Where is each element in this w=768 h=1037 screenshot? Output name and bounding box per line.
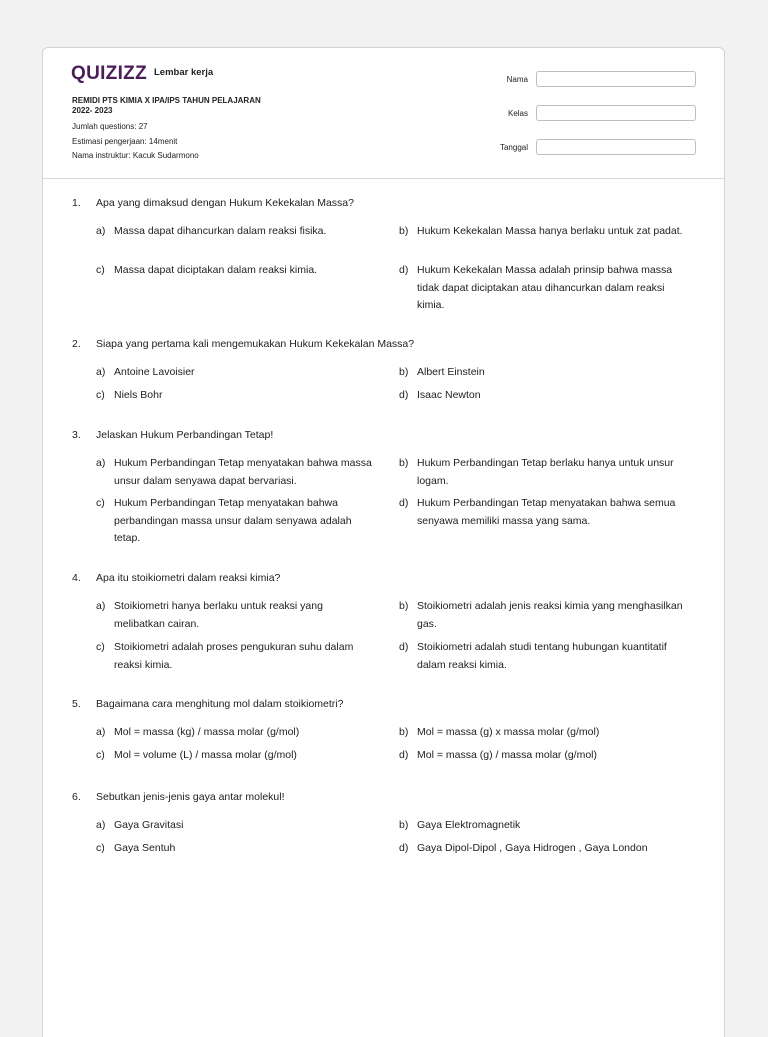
option-letter: c) bbox=[96, 497, 105, 509]
option-c bbox=[96, 387, 376, 405]
option-a bbox=[96, 455, 376, 490]
worksheet-header bbox=[43, 48, 724, 179]
option-letter: d) bbox=[399, 264, 409, 276]
name-field[interactable] bbox=[536, 71, 696, 87]
date-label: Tanggal bbox=[499, 143, 528, 152]
option-b bbox=[399, 455, 691, 490]
option-text: Stoikiometri hanya berlaku untuk reaksi yang melibatkan cairan. bbox=[114, 600, 323, 630]
option-d bbox=[399, 639, 691, 674]
option-letter: a) bbox=[96, 600, 106, 612]
option-letter: a) bbox=[96, 366, 106, 378]
option-letter: b) bbox=[399, 819, 409, 831]
option-text: Gaya Gravitasi bbox=[114, 819, 184, 831]
option-text: Mol = massa (g) / massa molar (g/mol) bbox=[417, 749, 597, 761]
option-a bbox=[96, 817, 376, 835]
option-text: Albert Einstein bbox=[417, 366, 485, 378]
option-letter: c) bbox=[96, 749, 105, 761]
option-text: Mol = massa (kg) / massa molar (g/mol) bbox=[114, 726, 300, 738]
worksheet-label: Lembar kerja bbox=[153, 67, 214, 78]
option-letter: c) bbox=[96, 641, 105, 653]
option-text: Gaya Dipol-Dipol , Gaya Hidrogen , Gaya London bbox=[417, 842, 648, 854]
option-c bbox=[96, 495, 376, 548]
option-b bbox=[399, 724, 691, 742]
option-d bbox=[399, 840, 691, 858]
option-text: Stoikiometri adalah studi tentang hubungan kuantitatif dalam reaksi kimia. bbox=[417, 641, 667, 671]
option-d bbox=[399, 387, 691, 405]
option-text: Niels Bohr bbox=[114, 389, 163, 401]
option-letter: b) bbox=[399, 600, 409, 612]
option-letter: d) bbox=[399, 749, 409, 761]
question-text: Siapa yang pertama kali mengemukakan Hukum Kekekalan Massa? bbox=[96, 338, 415, 350]
option-letter: d) bbox=[399, 389, 409, 401]
option-letter: c) bbox=[96, 264, 105, 276]
option-letter: d) bbox=[399, 497, 409, 509]
quiz-title: REMIDI PTS KIMIA X IPA/IPS TAHUN PELAJARAN 2022- 2023 bbox=[72, 96, 261, 115]
instructor-name: Nama instruktur: Kacuk Sudarmono bbox=[72, 151, 199, 160]
option-text: Mol = volume (L) / massa molar (g/mol) bbox=[114, 749, 297, 761]
option-letter: b) bbox=[399, 457, 409, 469]
quizizz-logo: QUIZIZZ bbox=[71, 63, 147, 84]
option-c bbox=[96, 747, 376, 765]
option-d bbox=[399, 495, 691, 530]
question-number: 2. bbox=[72, 338, 81, 350]
option-letter: d) bbox=[399, 641, 409, 653]
question-text: Sebutkan jenis-jenis gaya antar molekul! bbox=[96, 791, 285, 803]
option-letter: a) bbox=[96, 225, 106, 237]
option-letter: c) bbox=[96, 842, 105, 854]
option-d bbox=[399, 747, 691, 765]
class-field[interactable] bbox=[536, 105, 696, 121]
option-text: Stoikiometri adalah proses pengukuran suhu dalam reaksi kimia. bbox=[114, 641, 354, 671]
brand bbox=[71, 64, 213, 84]
option-c bbox=[96, 262, 376, 280]
option-letter: a) bbox=[96, 457, 106, 469]
option-text: Hukum Perbandingan Tetap berlaku hanya untuk unsur logam. bbox=[417, 457, 674, 487]
option-text: Gaya Sentuh bbox=[114, 842, 176, 854]
option-a bbox=[96, 223, 376, 241]
option-letter: a) bbox=[96, 819, 106, 831]
class-label: Kelas bbox=[507, 109, 528, 118]
question-number: 1. bbox=[72, 197, 81, 209]
option-text: Hukum Perbandingan Tetap menyatakan bahwa perbandingan massa unsur dalam senyawa adalah tetap. bbox=[114, 497, 352, 544]
option-a bbox=[96, 724, 376, 742]
option-b bbox=[399, 817, 691, 835]
question-text: Bagaimana cara menghitung mol dalam stoikiometri? bbox=[96, 698, 344, 710]
option-letter: c) bbox=[96, 389, 105, 401]
option-letter: d) bbox=[399, 842, 409, 854]
option-text: Hukum Kekekalan Massa adalah prinsip bahwa massa tidak dapat diciptakan atau dihancurkan dalam reaksi kimia. bbox=[417, 264, 673, 311]
question-text: Apa yang dimaksud dengan Hukum Kekekalan Massa? bbox=[96, 197, 354, 209]
option-text: Isaac Newton bbox=[417, 389, 481, 401]
option-text: Hukum Perbandingan Tetap menyatakan bahwa massa unsur dalam senyawa dapat bervariasi. bbox=[114, 457, 372, 487]
question-number: 4. bbox=[72, 572, 81, 584]
option-text: Antoine Lavoisier bbox=[114, 366, 195, 378]
option-text: Mol = massa (g) x massa molar (g/mol) bbox=[417, 726, 600, 738]
option-b bbox=[399, 223, 691, 241]
option-text: Hukum Perbandingan Tetap menyatakan bahwa semua senyawa memiliki massa yang sama. bbox=[417, 497, 676, 527]
question-number: 5. bbox=[72, 698, 81, 710]
name-label: Nama bbox=[506, 75, 528, 84]
option-letter: a) bbox=[96, 726, 106, 738]
question-number: 6. bbox=[72, 791, 81, 803]
question-text: Jelaskan Hukum Perbandingan Tetap! bbox=[96, 429, 274, 441]
date-field[interactable] bbox=[536, 139, 696, 155]
option-letter: b) bbox=[399, 225, 409, 237]
option-text: Massa dapat dihancurkan dalam reaksi fisika. bbox=[114, 225, 327, 237]
option-text: Gaya Elektromagnetik bbox=[417, 819, 521, 831]
option-b bbox=[399, 598, 691, 633]
option-b bbox=[399, 364, 691, 382]
option-a bbox=[96, 364, 376, 382]
estimated-duration: Estimasi pengerjaan: 14menit bbox=[72, 137, 178, 146]
question-number: 3. bbox=[72, 429, 81, 441]
option-c bbox=[96, 639, 376, 674]
option-d bbox=[399, 262, 691, 315]
question-text: Apa itu stoikiometri dalam reaksi kimia? bbox=[96, 572, 281, 584]
option-text: Massa dapat diciptakan dalam reaksi kimia. bbox=[114, 264, 318, 276]
option-text: Stoikiometri adalah jenis reaksi kimia yang menghasilkan gas. bbox=[417, 600, 683, 630]
option-letter: b) bbox=[399, 366, 409, 378]
option-text: Hukum Kekekalan Massa hanya berlaku untuk zat padat. bbox=[417, 225, 683, 237]
option-c bbox=[96, 840, 376, 858]
question-count: Jumlah questions: 27 bbox=[72, 122, 148, 131]
worksheet-page bbox=[42, 47, 725, 1037]
option-a bbox=[96, 598, 376, 633]
option-letter: b) bbox=[399, 726, 409, 738]
